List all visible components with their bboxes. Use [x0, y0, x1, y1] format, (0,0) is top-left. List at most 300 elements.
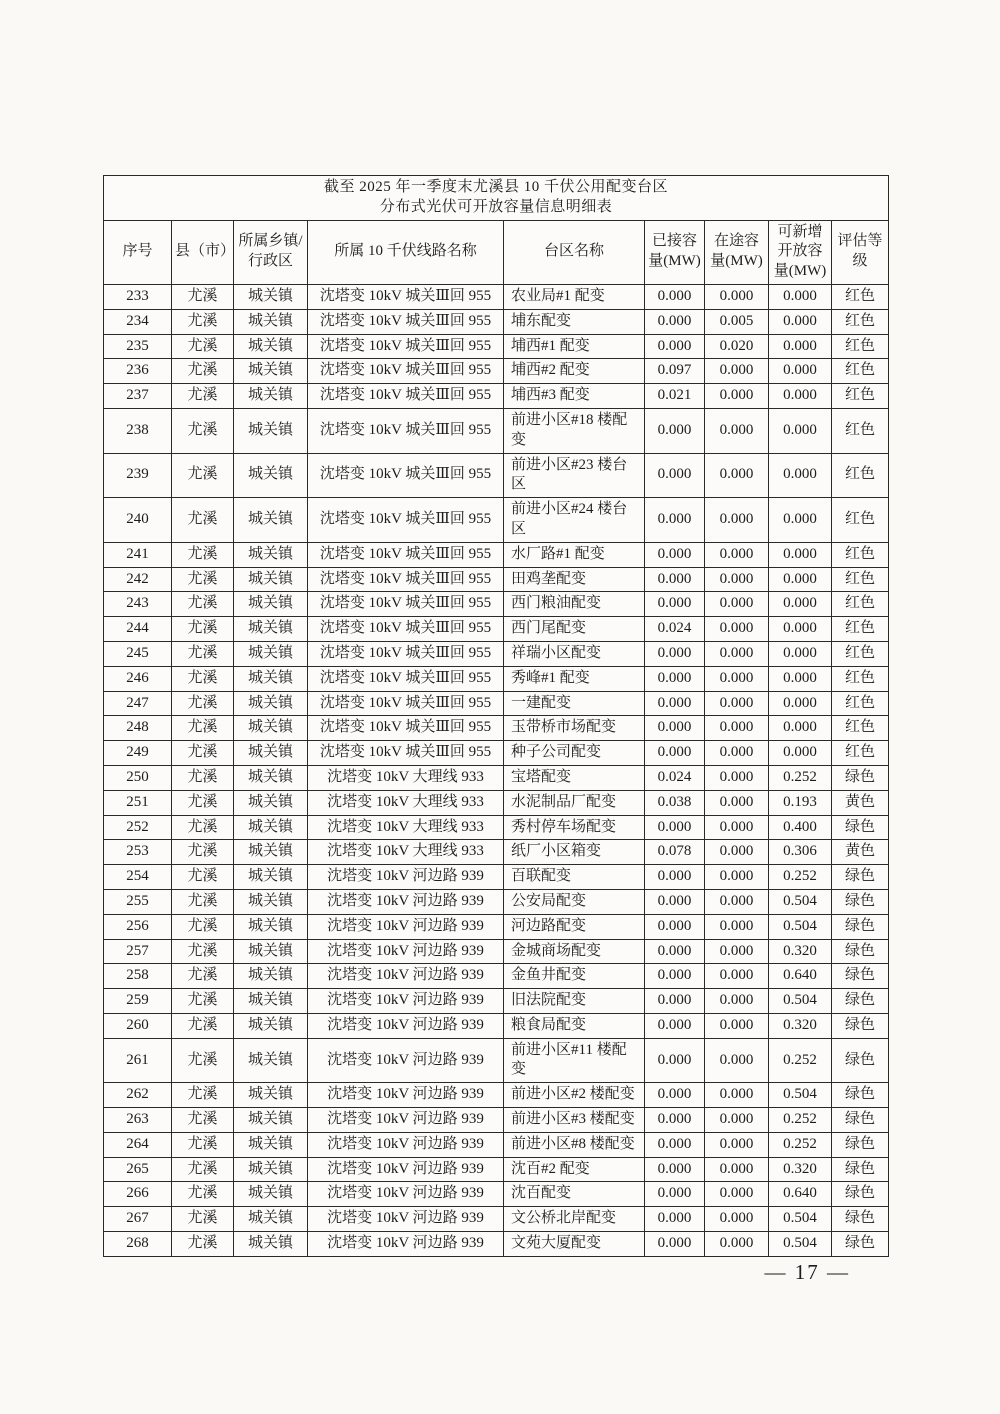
- cell-connected-capacity: 0.000: [645, 1038, 705, 1083]
- cell-seq: 248: [104, 716, 172, 741]
- cell-township: 城关镇: [234, 691, 308, 716]
- table-row: [104, 309, 889, 334]
- cell-connected-capacity: 0.000: [645, 641, 705, 666]
- cell-in-transit-capacity: 0.000: [705, 567, 769, 592]
- cell-county: 尤溪: [172, 989, 234, 1014]
- cell-connected-capacity: 0.000: [645, 889, 705, 914]
- cell-line: 沈塔变 10kV 河边路 939: [308, 1013, 504, 1038]
- cell-seq: 256: [104, 914, 172, 939]
- cell-line: 沈塔变 10kV 大理线 933: [308, 765, 504, 790]
- cell-connected-capacity: 0.000: [645, 498, 705, 543]
- cell-in-transit-capacity: 0.005: [705, 309, 769, 334]
- cell-line: 沈塔变 10kV 河边路 939: [308, 1108, 504, 1133]
- cell-in-transit-capacity: 0.000: [705, 542, 769, 567]
- cell-seq: 261: [104, 1038, 172, 1083]
- table-row: [104, 666, 889, 691]
- table-row: [104, 889, 889, 914]
- table-row: [104, 1108, 889, 1133]
- cell-rating: 红色: [832, 741, 889, 766]
- cell-line: 沈塔变 10kV 河边路 939: [308, 914, 504, 939]
- cell-station: 前进小区#24 楼台区: [504, 498, 645, 543]
- cell-new-open-capacity: 0.000: [769, 641, 832, 666]
- cell-station: 前进小区#8 楼配变: [504, 1132, 645, 1157]
- cell-in-transit-capacity: 0.000: [705, 592, 769, 617]
- cell-connected-capacity: 0.024: [645, 765, 705, 790]
- cell-seq: 266: [104, 1182, 172, 1207]
- cell-new-open-capacity: 0.504: [769, 989, 832, 1014]
- table-title: [104, 176, 889, 221]
- cell-seq: 233: [104, 284, 172, 309]
- cell-seq: 236: [104, 359, 172, 384]
- cell-new-open-capacity: 0.000: [769, 542, 832, 567]
- cell-township: 城关镇: [234, 840, 308, 865]
- cell-connected-capacity: 0.000: [645, 1108, 705, 1133]
- cell-new-open-capacity: 0.000: [769, 498, 832, 543]
- cell-township: 城关镇: [234, 889, 308, 914]
- cell-connected-capacity: 0.024: [645, 617, 705, 642]
- cell-rating: 红色: [832, 309, 889, 334]
- cell-county: 尤溪: [172, 567, 234, 592]
- cell-station: 前进小区#2 楼配变: [504, 1083, 645, 1108]
- cell-station: 前进小区#3 楼配变: [504, 1108, 645, 1133]
- cell-county: 尤溪: [172, 1157, 234, 1182]
- cell-in-transit-capacity: 0.000: [705, 1038, 769, 1083]
- table-row: [104, 641, 889, 666]
- cell-connected-capacity: 0.000: [645, 1083, 705, 1108]
- cell-seq: 239: [104, 453, 172, 498]
- cell-township: 城关镇: [234, 498, 308, 543]
- cell-new-open-capacity: 0.504: [769, 1232, 832, 1257]
- table-row: [104, 939, 889, 964]
- cell-connected-capacity: 0.000: [645, 592, 705, 617]
- cell-in-transit-capacity: 0.000: [705, 716, 769, 741]
- cell-seq: 240: [104, 498, 172, 543]
- cell-township: 城关镇: [234, 1083, 308, 1108]
- cell-station: 玉带桥市场配变: [504, 716, 645, 741]
- cell-connected-capacity: 0.000: [645, 1132, 705, 1157]
- cell-county: 尤溪: [172, 408, 234, 453]
- cell-connected-capacity: 0.000: [645, 1182, 705, 1207]
- cell-new-open-capacity: 0.400: [769, 815, 832, 840]
- cell-township: 城关镇: [234, 1013, 308, 1038]
- cell-county: 尤溪: [172, 865, 234, 890]
- column-header-township: 所属乡镇/行政区: [234, 220, 308, 284]
- cell-connected-capacity: 0.000: [645, 284, 705, 309]
- table-row: [104, 765, 889, 790]
- cell-county: 尤溪: [172, 1232, 234, 1257]
- cell-seq: 234: [104, 309, 172, 334]
- cell-new-open-capacity: 0.000: [769, 617, 832, 642]
- cell-station: 西门粮油配变: [504, 592, 645, 617]
- cell-connected-capacity: 0.000: [645, 1157, 705, 1182]
- cell-in-transit-capacity: 0.000: [705, 691, 769, 716]
- table-row: [104, 989, 889, 1014]
- cell-new-open-capacity: 0.000: [769, 691, 832, 716]
- cell-line: 沈塔变 10kV 城关Ⅲ回 955: [308, 334, 504, 359]
- cell-seq: 244: [104, 617, 172, 642]
- cell-new-open-capacity: 0.000: [769, 666, 832, 691]
- cell-county: 尤溪: [172, 453, 234, 498]
- cell-rating: 红色: [832, 334, 889, 359]
- cell-rating: 红色: [832, 691, 889, 716]
- cell-township: 城关镇: [234, 542, 308, 567]
- cell-line: 沈塔变 10kV 河边路 939: [308, 1182, 504, 1207]
- cell-line: 沈塔变 10kV 河边路 939: [308, 989, 504, 1014]
- table-row: [104, 542, 889, 567]
- cell-line: 沈塔变 10kV 河边路 939: [308, 964, 504, 989]
- cell-rating: 绿色: [832, 865, 889, 890]
- cell-line: 沈塔变 10kV 城关Ⅲ回 955: [308, 542, 504, 567]
- cell-rating: 红色: [832, 666, 889, 691]
- table-title-line2: 分布式光伏可开放容量信息明细表: [379, 198, 613, 215]
- cell-township: 城关镇: [234, 741, 308, 766]
- column-header-in-transit-capacity: 在途容量(MW): [705, 220, 769, 284]
- cell-county: 尤溪: [172, 964, 234, 989]
- table-row: [104, 1207, 889, 1232]
- cell-station: 前进小区#18 楼配变: [504, 408, 645, 453]
- cell-station: 田鸡垄配变: [504, 567, 645, 592]
- table-body: [104, 284, 889, 1256]
- cell-township: 城关镇: [234, 865, 308, 890]
- table-row: [104, 865, 889, 890]
- cell-connected-capacity: 0.000: [645, 1232, 705, 1257]
- cell-station: 西门尾配变: [504, 617, 645, 642]
- cell-seq: 263: [104, 1108, 172, 1133]
- cell-rating: 黄色: [832, 790, 889, 815]
- page-number: — 17 —: [764, 1260, 850, 1284]
- cell-new-open-capacity: 0.252: [769, 1108, 832, 1133]
- cell-county: 尤溪: [172, 914, 234, 939]
- table-row: [104, 453, 889, 498]
- cell-station: 公安局配变: [504, 889, 645, 914]
- cell-township: 城关镇: [234, 989, 308, 1014]
- cell-rating: 红色: [832, 592, 889, 617]
- cell-rating: 绿色: [832, 1157, 889, 1182]
- cell-county: 尤溪: [172, 1132, 234, 1157]
- cell-in-transit-capacity: 0.000: [705, 939, 769, 964]
- cell-in-transit-capacity: 0.000: [705, 498, 769, 543]
- cell-township: 城关镇: [234, 1108, 308, 1133]
- cell-new-open-capacity: 0.193: [769, 790, 832, 815]
- cell-township: 城关镇: [234, 408, 308, 453]
- cell-rating: 绿色: [832, 1013, 889, 1038]
- cell-rating: 绿色: [832, 889, 889, 914]
- cell-county: 尤溪: [172, 359, 234, 384]
- cell-connected-capacity: 0.000: [645, 1207, 705, 1232]
- cell-connected-capacity: 0.000: [645, 567, 705, 592]
- cell-station: 文公桥北岸配变: [504, 1207, 645, 1232]
- cell-connected-capacity: 0.000: [645, 939, 705, 964]
- cell-seq: 246: [104, 666, 172, 691]
- cell-seq: 242: [104, 567, 172, 592]
- cell-connected-capacity: 0.000: [645, 1013, 705, 1038]
- cell-in-transit-capacity: 0.000: [705, 964, 769, 989]
- cell-line: 沈塔变 10kV 大理线 933: [308, 790, 504, 815]
- cell-township: 城关镇: [234, 453, 308, 498]
- cell-new-open-capacity: 0.000: [769, 284, 832, 309]
- cell-rating: 绿色: [832, 1108, 889, 1133]
- cell-seq: 245: [104, 641, 172, 666]
- column-header-new-open-capacity: 可新增开放容量(MW): [769, 220, 832, 284]
- table-row: [104, 741, 889, 766]
- table-row: [104, 964, 889, 989]
- cell-county: 尤溪: [172, 691, 234, 716]
- cell-new-open-capacity: 0.504: [769, 914, 832, 939]
- cell-connected-capacity: 0.000: [645, 989, 705, 1014]
- cell-township: 城关镇: [234, 617, 308, 642]
- cell-county: 尤溪: [172, 498, 234, 543]
- table-row: [104, 691, 889, 716]
- cell-township: 城关镇: [234, 641, 308, 666]
- cell-connected-capacity: 0.097: [645, 359, 705, 384]
- cell-station: 宝塔配变: [504, 765, 645, 790]
- cell-county: 尤溪: [172, 1108, 234, 1133]
- cell-seq: 254: [104, 865, 172, 890]
- cell-county: 尤溪: [172, 815, 234, 840]
- table-row: [104, 716, 889, 741]
- table-row: [104, 408, 889, 453]
- column-header-county: 县（市）: [172, 220, 234, 284]
- cell-in-transit-capacity: 0.000: [705, 641, 769, 666]
- cell-rating: 绿色: [832, 1038, 889, 1083]
- cell-line: 沈塔变 10kV 河边路 939: [308, 939, 504, 964]
- cell-connected-capacity: 0.000: [645, 815, 705, 840]
- cell-line: 沈塔变 10kV 河边路 939: [308, 1132, 504, 1157]
- cell-township: 城关镇: [234, 914, 308, 939]
- cell-township: 城关镇: [234, 790, 308, 815]
- cell-station: 前进小区#11 楼配变: [504, 1038, 645, 1083]
- cell-station: 秀峰#1 配变: [504, 666, 645, 691]
- column-header-line: 所属 10 千伏线路名称: [308, 220, 504, 284]
- cell-in-transit-capacity: 0.000: [705, 1182, 769, 1207]
- cell-rating: 绿色: [832, 1232, 889, 1257]
- table-row: [104, 1038, 889, 1083]
- table-title-line1: 截至 2025 年一季度末尤溪县 10 千伏公用配变台区: [324, 179, 669, 195]
- cell-in-transit-capacity: 0.000: [705, 617, 769, 642]
- cell-line: 沈塔变 10kV 城关Ⅲ回 955: [308, 384, 504, 409]
- cell-township: 城关镇: [234, 716, 308, 741]
- cell-station: 埔西#3 配变: [504, 384, 645, 409]
- cell-rating: 红色: [832, 498, 889, 543]
- cell-seq: 247: [104, 691, 172, 716]
- cell-township: 城关镇: [234, 964, 308, 989]
- cell-line: 沈塔变 10kV 城关Ⅲ回 955: [308, 741, 504, 766]
- cell-new-open-capacity: 0.000: [769, 741, 832, 766]
- cell-township: 城关镇: [234, 1207, 308, 1232]
- cell-county: 尤溪: [172, 309, 234, 334]
- cell-seq: 260: [104, 1013, 172, 1038]
- cell-seq: 243: [104, 592, 172, 617]
- cell-in-transit-capacity: 0.000: [705, 815, 769, 840]
- cell-line: 沈塔变 10kV 河边路 939: [308, 1038, 504, 1083]
- cell-connected-capacity: 0.000: [645, 865, 705, 890]
- cell-line: 沈塔变 10kV 城关Ⅲ回 955: [308, 666, 504, 691]
- cell-in-transit-capacity: 0.000: [705, 790, 769, 815]
- cell-county: 尤溪: [172, 889, 234, 914]
- cell-connected-capacity: 0.000: [645, 334, 705, 359]
- cell-station: 金城商场配变: [504, 939, 645, 964]
- column-header-seq: 序号: [104, 220, 172, 284]
- cell-in-transit-capacity: 0.000: [705, 1108, 769, 1133]
- cell-county: 尤溪: [172, 1207, 234, 1232]
- cell-line: 沈塔变 10kV 大理线 933: [308, 815, 504, 840]
- cell-in-transit-capacity: 0.000: [705, 889, 769, 914]
- cell-line: 沈塔变 10kV 河边路 939: [308, 1232, 504, 1257]
- cell-rating: 绿色: [832, 1083, 889, 1108]
- cell-rating: 绿色: [832, 1207, 889, 1232]
- cell-rating: 绿色: [832, 964, 889, 989]
- table-row: [104, 790, 889, 815]
- cell-township: 城关镇: [234, 334, 308, 359]
- cell-in-transit-capacity: 0.000: [705, 914, 769, 939]
- table-row: [104, 1132, 889, 1157]
- cell-in-transit-capacity: 0.000: [705, 1132, 769, 1157]
- cell-line: 沈塔变 10kV 城关Ⅲ回 955: [308, 498, 504, 543]
- cell-rating: 黄色: [832, 840, 889, 865]
- cell-connected-capacity: 0.000: [645, 309, 705, 334]
- cell-line: 沈塔变 10kV 城关Ⅲ回 955: [308, 359, 504, 384]
- cell-new-open-capacity: 0.252: [769, 1132, 832, 1157]
- cell-new-open-capacity: 0.000: [769, 567, 832, 592]
- cell-station: 埔东配变: [504, 309, 645, 334]
- cell-rating: 绿色: [832, 765, 889, 790]
- cell-station: 沈百配变: [504, 1182, 645, 1207]
- cell-new-open-capacity: 0.000: [769, 408, 832, 453]
- table-row: [104, 334, 889, 359]
- cell-station: 种子公司配变: [504, 741, 645, 766]
- cell-station: 一建配变: [504, 691, 645, 716]
- cell-township: 城关镇: [234, 359, 308, 384]
- cell-county: 尤溪: [172, 284, 234, 309]
- cell-seq: 257: [104, 939, 172, 964]
- cell-rating: 红色: [832, 359, 889, 384]
- cell-in-transit-capacity: 0.000: [705, 989, 769, 1014]
- column-header-station: 台区名称: [504, 220, 645, 284]
- cell-in-transit-capacity: 0.020: [705, 334, 769, 359]
- cell-seq: 252: [104, 815, 172, 840]
- cell-connected-capacity: 0.000: [645, 453, 705, 498]
- cell-seq: 237: [104, 384, 172, 409]
- cell-seq: 235: [104, 334, 172, 359]
- cell-rating: 红色: [832, 453, 889, 498]
- cell-rating: 绿色: [832, 815, 889, 840]
- cell-rating: 红色: [832, 716, 889, 741]
- cell-in-transit-capacity: 0.000: [705, 840, 769, 865]
- cell-station: 百联配变: [504, 865, 645, 890]
- cell-township: 城关镇: [234, 765, 308, 790]
- cell-rating: 红色: [832, 542, 889, 567]
- cell-new-open-capacity: 0.320: [769, 1157, 832, 1182]
- cell-line: 沈塔变 10kV 城关Ⅲ回 955: [308, 567, 504, 592]
- cell-station: 埔西#1 配变: [504, 334, 645, 359]
- cell-line: 沈塔变 10kV 城关Ⅲ回 955: [308, 691, 504, 716]
- cell-county: 尤溪: [172, 939, 234, 964]
- cell-seq: 259: [104, 989, 172, 1014]
- cell-new-open-capacity: 0.504: [769, 1207, 832, 1232]
- cell-county: 尤溪: [172, 334, 234, 359]
- cell-seq: 258: [104, 964, 172, 989]
- cell-rating: 红色: [832, 567, 889, 592]
- cell-station: 文苑大厦配变: [504, 1232, 645, 1257]
- cell-rating: 红色: [832, 284, 889, 309]
- cell-township: 城关镇: [234, 815, 308, 840]
- cell-township: 城关镇: [234, 1157, 308, 1182]
- cell-township: 城关镇: [234, 309, 308, 334]
- cell-line: 沈塔变 10kV 河边路 939: [308, 1207, 504, 1232]
- cell-township: 城关镇: [234, 1038, 308, 1083]
- cell-in-transit-capacity: 0.000: [705, 359, 769, 384]
- cell-station: 河边路配变: [504, 914, 645, 939]
- table-row: [104, 384, 889, 409]
- cell-seq: 238: [104, 408, 172, 453]
- cell-station: 旧法院配变: [504, 989, 645, 1014]
- cell-in-transit-capacity: 0.000: [705, 865, 769, 890]
- cell-seq: 255: [104, 889, 172, 914]
- cell-township: 城关镇: [234, 567, 308, 592]
- cell-connected-capacity: 0.000: [645, 542, 705, 567]
- cell-new-open-capacity: 0.640: [769, 964, 832, 989]
- cell-rating: 绿色: [832, 914, 889, 939]
- cell-seq: 249: [104, 741, 172, 766]
- cell-station: 埔西#2 配变: [504, 359, 645, 384]
- cell-in-transit-capacity: 0.000: [705, 408, 769, 453]
- table-row: [104, 567, 889, 592]
- cell-township: 城关镇: [234, 284, 308, 309]
- column-header-rating: 评估等级: [832, 220, 889, 284]
- table-row: [104, 1083, 889, 1108]
- cell-line: 沈塔变 10kV 河边路 939: [308, 1157, 504, 1182]
- cell-line: 沈塔变 10kV 城关Ⅲ回 955: [308, 408, 504, 453]
- cell-connected-capacity: 0.000: [645, 914, 705, 939]
- cell-county: 尤溪: [172, 765, 234, 790]
- cell-station: 水泥制品厂配变: [504, 790, 645, 815]
- cell-county: 尤溪: [172, 716, 234, 741]
- cell-line: 沈塔变 10kV 城关Ⅲ回 955: [308, 453, 504, 498]
- cell-connected-capacity: 0.000: [645, 691, 705, 716]
- cell-rating: 红色: [832, 617, 889, 642]
- table-row: [104, 1232, 889, 1257]
- cell-new-open-capacity: 0.000: [769, 716, 832, 741]
- title-row: [104, 176, 889, 221]
- cell-line: 沈塔变 10kV 城关Ⅲ回 955: [308, 641, 504, 666]
- cell-rating: 绿色: [832, 1132, 889, 1157]
- cell-rating: 绿色: [832, 939, 889, 964]
- cell-county: 尤溪: [172, 641, 234, 666]
- cell-new-open-capacity: 0.000: [769, 592, 832, 617]
- cell-line: 沈塔变 10kV 河边路 939: [308, 865, 504, 890]
- cell-in-transit-capacity: 0.000: [705, 284, 769, 309]
- cell-new-open-capacity: 0.000: [769, 334, 832, 359]
- cell-county: 尤溪: [172, 1182, 234, 1207]
- cell-station: 农业局#1 配变: [504, 284, 645, 309]
- cell-seq: 251: [104, 790, 172, 815]
- cell-rating: 绿色: [832, 989, 889, 1014]
- cell-seq: 262: [104, 1083, 172, 1108]
- cell-seq: 268: [104, 1232, 172, 1257]
- cell-connected-capacity: 0.000: [645, 666, 705, 691]
- cell-station: 沈百#2 配变: [504, 1157, 645, 1182]
- cell-township: 城关镇: [234, 592, 308, 617]
- cell-new-open-capacity: 0.306: [769, 840, 832, 865]
- cell-new-open-capacity: 0.000: [769, 359, 832, 384]
- cell-connected-capacity: 0.078: [645, 840, 705, 865]
- table-row: [104, 498, 889, 543]
- cell-new-open-capacity: 0.504: [769, 889, 832, 914]
- cell-county: 尤溪: [172, 542, 234, 567]
- table-row: [104, 815, 889, 840]
- cell-county: 尤溪: [172, 840, 234, 865]
- cell-connected-capacity: 0.000: [645, 408, 705, 453]
